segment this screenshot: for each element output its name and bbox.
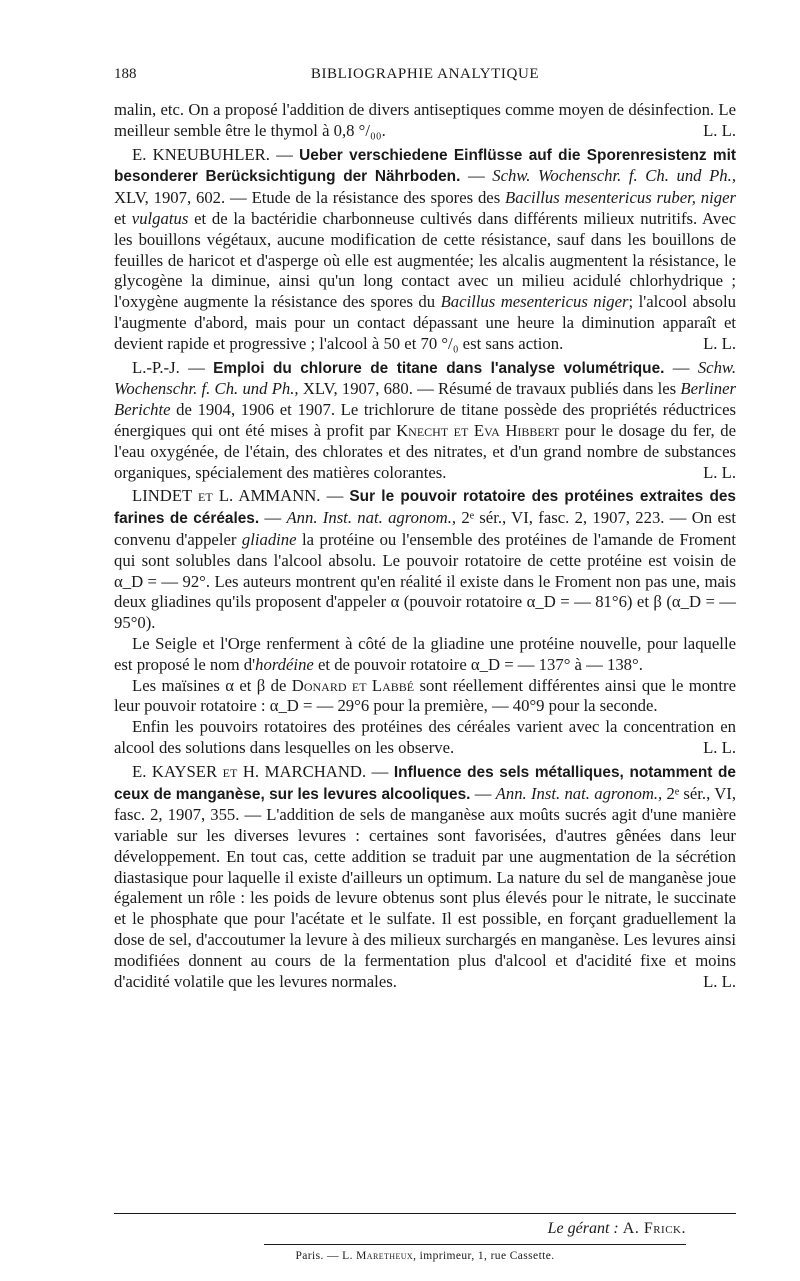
entry-source: Ann. Inst. nat. agronom., <box>495 783 663 803</box>
entry-title: Sur le pouvoir rotatoire des protéines extraites des farines de céréales. <box>114 488 736 528</box>
entry-source: Ann. Inst. nat. agronom., <box>286 508 457 528</box>
entry-source: Schw. Wochenschr. f. Ch. und Ph., <box>492 166 736 186</box>
continuation-paragraph <box>114 100 736 142</box>
gerant-label: Le gérant : <box>547 1220 619 1237</box>
entry-title: Ueber verschiedene Einflüsse auf die Sporenresistenz mit besonderer Berücksichtigung der Nährboden. <box>114 146 737 186</box>
imprint-line <box>114 1250 736 1262</box>
entry-source: Schw. Wochenschr. f. Ch. und Ph., <box>114 357 736 399</box>
entry-text-italic: gliadine <box>241 529 297 549</box>
entry-kayser-marchand: E. KAYSER et H. MARCHAND. — Influence des sels métalliques, notamment de ceux de manganèse, sur les levures alcooliques. — Ann. Inst. nat. agronom., 2ᵉ sér., VI, fasc. 2, 1907, 355. — L'addition de sels de manganèse aux moûts sucrés agit d'une manière variable sur les diverses levures : certaines sont favorisées, d'autres gênées dans leur développement. En tout cas, cette addition se traduit par une augmentation de la sécrétion diastasique pour laquelle il existe d'ailleurs un optimum. La nature du sel de manganèse joue également un rôle : les poids de levure obtenus sont plus élevés pour le nitrate, le succinate et le phosphate que pour l'acétate et le sulfate. Il est possible, en forçant graduellement la dose de sel, d'accoutumer la levure à des milieux surchargés en manganèse. Les levures ainsi modifiées donnent au cours de la fermentation plus d'alcool et d'acidité fixe et moins d'acidité volatile que les levures normales. L. L. <box>114 761 737 991</box>
entry-text-italic: hordéine <box>255 654 314 674</box>
entry-text: la protéine ou l'ensemble des protéines de l'amande de Froment qui sont solubles dans l'alcool absolu. Le pouvoir rotatoire de cette protéine est voisin de α_D = — 92°. Les auteurs montrent qu'en réalité il existe dans le Froment non pas une, mais deux gliadines qu'ils proposent d'appeler α (pouvoir rotatoire α_D = — 81°6) et β (α_D = — 95°0). <box>114 529 736 633</box>
entry-text: Etude de la résistance des spores des <box>251 188 506 208</box>
signature: L. L. <box>703 971 736 991</box>
signature: L. L. <box>703 120 736 140</box>
entry-text: On est convenu d'appeler <box>114 508 736 549</box>
signature: L. L. <box>703 333 736 353</box>
entry-text: pour le dosage du fer, de l'eau oxygénée, de l'étain, des chlorates et des nitrates, et d'un grand nombre de substances organiques, spécialement des matières colorantes. <box>114 420 736 482</box>
entry-kneubuhler: E. KNEUBUHLER. — Ueber verschiedene Einflüsse auf die Sporenresistenz mit besonderer Berücksichtigung der Nährboden. — Schw. Wochenschr. f. Ch. und Ph., XLV, 1907, 602. — Etude de la résistance des spores des Bacillus mesentericus ruber, niger et vulgatus et de la bactéridie charbonneuse cultivés dans différents milieux nutritifs. Avec les bouillons végétaux, aucune modification de cette résistance, sauf dans les bouillons de feuilles de haricot et d'asperge où elle est augmentée; les alcalis augmentent la résistance, le glycogène la diminue, ainsi qu'un long contact avec un milieu acidulé chlorhydrique ; l'oxygène augmente la résistance des spores du Bacillus mesentericus niger; l'alcool absolu l'augmente d'abord, mais pour un contact dépassant une heure la diminution apparaît et devient rapide et progressive ; l'alcool à 50 et 70 °/₀ est sans action. L. L. <box>114 144 737 353</box>
entry-author: E. KNEUBUHLER. <box>132 144 270 164</box>
imprint-text: Paris. — L. <box>295 1250 357 1262</box>
entry-names: Knecht et Eva Hibbert <box>396 420 560 440</box>
entry-text: et de pouvoir rotatoire α_D = — 137° à — 138°. <box>313 654 643 674</box>
entry-text: et de la bactéridie charbonneuse cultivés dans différents milieux nutritifs. Avec les bouillons végétaux, aucune modification de cette résistance, sauf dans les bouillons de feuilles de haricot et d'asperge où elle est augmentée; les alcalis augmentent la résistance, le glycogène la diminue, ainsi qu'un long contact avec un milieu acidulé chlorhydrique ; l'oxygène augmente la résistance des spores du <box>114 208 737 312</box>
entry-text-italic: vulgatus <box>131 208 189 228</box>
entry-author: LINDET et L. AMMANN. <box>132 486 321 506</box>
entry-source-detail: 2ᵉ sér., VI, fasc. 2, 1907, 223. — <box>456 508 692 528</box>
entry-lindet-para-4 <box>114 717 736 759</box>
signature: L. L. <box>703 462 736 482</box>
entry-lindet-para-2 <box>114 634 736 676</box>
entry-author: E. KAYSER et H. MARCHAND. <box>132 761 367 781</box>
entry-title: Influence des sels métalliques, notamment de ceux de manganèse, sur les levures alcooliques. <box>114 763 736 803</box>
imprint-text: , imprimeur, 1, rue Cassette. <box>413 1250 555 1262</box>
entry-text-italic: Bacillus mesentericus ruber, niger <box>505 188 736 208</box>
entry-text: de 1904, 1906 et 1907. Le trichlorure de titane possède des propriétés réductrices énergiques qui ont été mises à profit par <box>114 400 736 440</box>
footer-rule <box>114 1213 736 1214</box>
entry-title: Emploi du chlorure de titane dans l'analyse volumétrique. <box>213 359 665 377</box>
entry-lpj: L.-P.-J. — Emploi du chlorure de titane dans l'analyse volumétrique. — Schw. Wochenschr. f. Ch. und Ph., XLV, 1907, 680. — Résumé de travaux publiés dans les Berliner Berichte de 1904, 1906 et 1907. Le trichlorure de titane possède des propriétés réductrices énergiques qui ont été mises à profit par Knecht et Eva Hibbert pour le dosage du fer, de l'eau oxygénée, de l'étain, des chlorates et des nitrates, et d'un grand nombre de substances organiques, spécialement des matières colorantes. L. L. <box>114 357 736 482</box>
gerant-rule <box>264 1244 686 1245</box>
entry-text: sont réellement différentes ainsi que le montre leur pouvoir rotatoire : α_D = — 29°6 pour la première, — 40°9 pour la seconde. <box>114 675 736 716</box>
gerant-line <box>114 1220 686 1238</box>
entry-lindet-para-3 <box>114 676 736 718</box>
entry-source-detail: XLV, 1907, 680. — <box>298 379 439 399</box>
entry-text: ; l'alcool absolu l'augmente d'abord, mais pour un contact dépassant une heure la diminution apparaît et devient rapide et progressive ; l'alcool à 50 et 70 °/₀ est sans action. <box>114 292 737 353</box>
entry-text: Enfin les pouvoirs rotatoires des protéines des céréales varient avec la concentration en alcool des solutions dans lesquelles on les observe. <box>114 717 736 757</box>
imprint-printer: Maretheux <box>356 1250 414 1262</box>
entry-text: Le Seigle et l'Orge renferment à côté de la gliadine une protéine nouvelle, pour laquelle est proposé le nom d' <box>114 633 736 674</box>
entry-lindet-ammann: LINDET et L. AMMANN. — Sur le pouvoir rotatoire des protéines extraites des farines de céréales. — Ann. Inst. nat. agronom., 2ᵉ sér., VI, fasc. 2, 1907, 223. — On est convenu d'appeler gliadine la protéine ou l'ensemble des protéines de l'amande de Froment qui sont solubles dans l'alcool absolu. Le pouvoir rotatoire de cette protéine est voisin de α_D = — 92°. Les auteurs montrent qu'en réalité il existe dans le Froment non pas une, mais deux gliadines qu'ils proposent d'appeler α (pouvoir rotatoire α_D = — 81°6) et β (α_D = — 95°0). <box>114 486 736 633</box>
entry-source-detail: XLV, 1907, 602. — <box>114 188 252 208</box>
running-title: BIBLIOGRAPHIE ANALYTIQUE <box>310 66 540 82</box>
entry-author: L.-P.-J. <box>132 357 180 377</box>
entry-text-italic: Berliner Berichte <box>114 379 736 420</box>
gerant-name: A. Frick. <box>622 1220 686 1237</box>
entry-source-detail: 2ᵉ sér., VI, fasc. 2, 1907, 355. — <box>114 783 737 825</box>
entry-text: Résumé de travaux publiés dans les <box>438 379 681 399</box>
entry-text: Les maïsines α et β de <box>132 675 292 695</box>
entry-text: L'addition de sels de manganèse aux moûts sucrés agit d'une manière variable sur les diverses levures : certaines sont favorisées, d'autres gênées dans leur développement. En tout cas, cette addition se traduit par une augmentation de la sécrétion diastasique pour laquelle il existe d'ailleurs un optimum. La nature du sel de manganèse joue également un rôle : les poids de levure obtenus sont plus élevés pour le nitrate, le succinate et le phosphate que pour l'acétate et le sulfate. Il est possible, en forçant graduellement la dose de sel, d'accoutumer la levure à des milieux surchargés en manganèse. Les levures ainsi modifiées donnent au cours de la fermentation plus d'alcool et d'acidité fixe et moins d'acidité volatile que les levures normales. <box>114 805 736 991</box>
entry-names: Donard et Labbé <box>291 675 415 695</box>
entry-text: et <box>114 208 132 228</box>
page-header <box>114 66 736 90</box>
signature: L. L. <box>703 737 736 757</box>
entry-text-italic: Bacillus mesentericus niger <box>440 292 629 312</box>
continuation-text: malin, etc. On a proposé l'addition de divers antiseptiques comme moyen de désinfection. Le meilleur semble être le thymol à 0,8 °/₀₀. <box>114 100 736 140</box>
page-body <box>114 100 736 992</box>
page-number: 188 <box>114 66 137 82</box>
